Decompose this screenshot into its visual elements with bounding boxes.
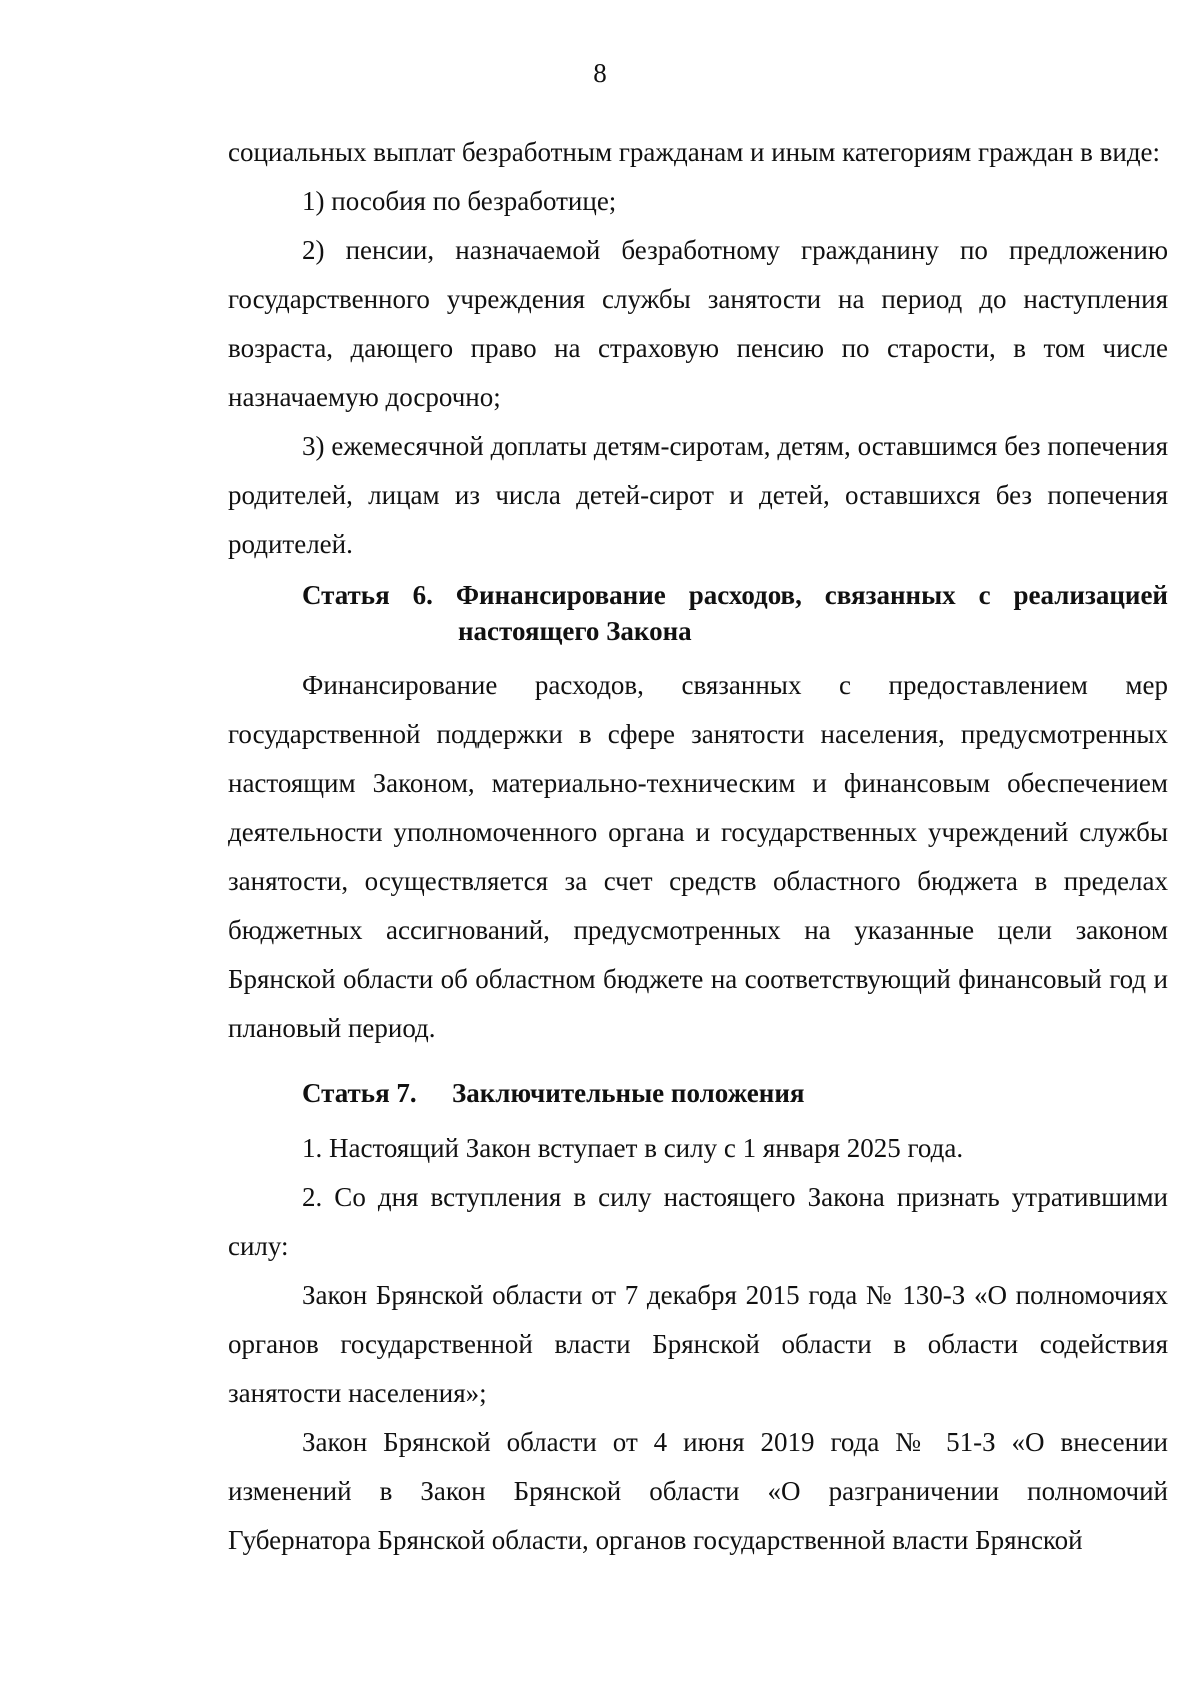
list-item-3: 3) ежемесячной доплаты детям-сиротам, детям, оставшимся без попечения родителей, лицам из числа детей-сирот и детей, оставшихся без попечения родителей. (228, 431, 1168, 559)
article-7-item-1: 1. Настоящий Закон вступает в силу с 1 января 2025 года. (302, 1133, 964, 1163)
list-item-1: 1) пособия по безработице; (302, 186, 617, 216)
article-6-text: Финансирование расходов, связанных с предоставлением мер государственной поддержки в сфере занятости населения, предусмотренных настоящим Законом, материально-техническим и финансовым обеспечением деятельности уполномоченного органа и государственных учреждений службы занятости, осуществляется за счет средств областного бюджета в пределах бюджетных ассигнований, предусмотренных на указанные цели законом Брянской области об областном бюджете на соответствующий финансовый год и плановый период. (228, 670, 1168, 1043)
page-number: 8 (593, 58, 607, 88)
article-6-heading-line-1: Статья 6. Финансирование расходов, связанных с реализацией (302, 580, 1168, 610)
article-7-item-2: 2. Со дня вступления в силу настоящего Закона признать утратившими силу: (228, 1182, 1168, 1261)
article-7-label: Статья 7. (302, 1078, 417, 1108)
article-7-heading (228, 1069, 1168, 1118)
repealed-law-1: Закон Брянской области от 7 декабря 2015 года № 130-З «О полномочиях органов государственной власти Брянской области в области содействия занятости населения»; (228, 1280, 1168, 1408)
article-6-heading-line-2: настоящего Закона (458, 616, 692, 646)
document-body (228, 128, 1168, 1565)
article-7-title: Заключительные положения (452, 1078, 805, 1108)
list-item-2: 2) пенсии, назначаемой безработному гражданину по предложению государственного учреждения службы занятости на период до наступления возраста, дающего право на страховую пенсию по старости, в том числе назначаемую досрочно; (228, 235, 1168, 412)
paragraph-continuation: социальных выплат безработным гражданам и иным категориям граждан в виде: (228, 137, 1161, 167)
repealed-law-2: Закон Брянской области от 4 июня 2019 года № 51-З «О внесении изменений в Закон Брянской области «О разграничении полномочий Губернатора Брянской области, органов государственной власти Брянской (228, 1427, 1168, 1555)
article-6-heading (228, 577, 1168, 649)
